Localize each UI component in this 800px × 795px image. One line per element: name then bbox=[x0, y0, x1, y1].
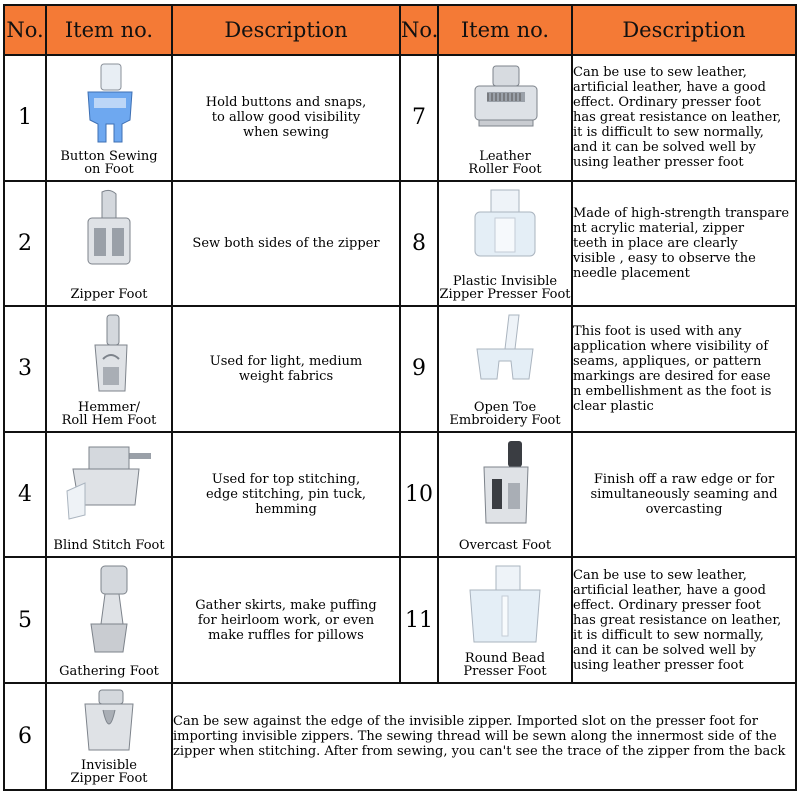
item-name: Blind Stitch Foot bbox=[53, 538, 165, 554]
item-number: 8 bbox=[400, 181, 438, 307]
presser-foot-table bbox=[3, 4, 797, 791]
item-name: Plastic Invisible Zipper Presser Foot bbox=[439, 274, 571, 303]
table-row bbox=[4, 181, 796, 307]
table-row bbox=[4, 432, 796, 558]
item-cell bbox=[46, 557, 172, 683]
item-description: Gather skirts, make puffing for heirloom work, or even make ruffles for pillows bbox=[172, 557, 400, 683]
item-description: Hold buttons and snaps, to allow good visibility when sewing bbox=[172, 55, 400, 181]
round-bead-foot-icon bbox=[460, 564, 550, 652]
hemmer-foot-icon bbox=[79, 313, 139, 399]
item-number: 5 bbox=[4, 557, 46, 683]
item-number: 2 bbox=[4, 181, 46, 307]
item-cell bbox=[46, 306, 172, 432]
item-description: Finish off a raw edge or for simultaneously seaming and overcasting bbox=[572, 432, 796, 558]
header-no-right: No. bbox=[400, 5, 438, 55]
item-name: Round Bead Presser Foot bbox=[463, 650, 547, 679]
blind-stitch-foot-icon bbox=[59, 439, 159, 527]
item-number: 4 bbox=[4, 432, 46, 558]
header-description-right: Description bbox=[572, 5, 796, 55]
item-description: Made of high-strength transpare nt acrylic material, zipper teeth in place are clearly visible , easy to observe the needle placement bbox=[572, 181, 796, 307]
item-description: Used for light, medium weight fabrics bbox=[172, 306, 400, 432]
item-name: Leather Roller Foot bbox=[468, 148, 542, 177]
button-sewing-foot-icon bbox=[74, 62, 144, 150]
plastic-invisible-zipper-foot-icon bbox=[465, 188, 545, 272]
open-toe-foot-icon bbox=[465, 313, 545, 399]
item-number: 7 bbox=[400, 55, 438, 181]
item-cell bbox=[438, 181, 572, 307]
header-no-left: No. bbox=[4, 5, 46, 55]
item-cell bbox=[438, 306, 572, 432]
table-row bbox=[4, 306, 796, 432]
overcast-foot-icon bbox=[470, 439, 540, 531]
header-row bbox=[4, 5, 796, 55]
item-number: 11 bbox=[400, 557, 438, 683]
item-cell bbox=[438, 557, 572, 683]
item-description: Can be sew against the edge of the invisible zipper. Imported slot on the presser foot for importing invisible zippers. The sewing thread will be sewn along the innermost side of the zipper when stitching. After from sewing, you can't see the trace of the zipper from the back bbox=[172, 683, 796, 790]
item-number: 3 bbox=[4, 306, 46, 432]
item-name: Open Toe Embroidery Foot bbox=[449, 399, 561, 428]
header-item-right: Item no. bbox=[438, 5, 572, 55]
item-description: Sew both sides of the zipper bbox=[172, 181, 400, 307]
zipper-foot-icon bbox=[74, 188, 144, 278]
item-number: 9 bbox=[400, 306, 438, 432]
item-cell bbox=[46, 181, 172, 307]
item-number: 6 bbox=[4, 683, 46, 790]
item-name: Gathering Foot bbox=[59, 663, 159, 679]
item-name: Invisible Zipper Foot bbox=[70, 758, 148, 786]
item-description: This foot is used with any application where visibility of seams, appliques, or pattern markings are desired for ease n embellishment as the foot is clear plastic bbox=[572, 306, 796, 432]
item-cell bbox=[438, 432, 572, 558]
item-cell bbox=[46, 55, 172, 181]
header-description-left: Description bbox=[172, 5, 400, 55]
item-cell bbox=[46, 683, 172, 790]
item-number: 1 bbox=[4, 55, 46, 181]
item-cell bbox=[46, 432, 172, 558]
leather-roller-foot-icon bbox=[465, 62, 545, 146]
item-name: Hemmer/ Roll Hem Foot bbox=[61, 399, 157, 428]
item-number: 10 bbox=[400, 432, 438, 558]
header-item-left: Item no. bbox=[46, 5, 172, 55]
table-row bbox=[4, 683, 796, 790]
item-description: Can be use to sew leather, artificial leather, have a good effect. Ordinary presser foot has great resistance on leather, it is difficult to sew normally, and it can be solved well by using leather presser foot bbox=[572, 55, 796, 181]
item-name: Overcast Foot bbox=[458, 538, 552, 554]
item-description: Can be use to sew leather, artificial leather, have a good effect. Ordinary presser foot has great resistance on leather, it is difficult to sew normally, and it can be solved well by using leather presser foot bbox=[572, 557, 796, 683]
item-name: Button Sewing on Foot bbox=[60, 148, 158, 177]
table-row bbox=[4, 55, 796, 181]
table-row bbox=[4, 557, 796, 683]
item-description: Used for top stitching, edge stitching, pin tuck, hemming bbox=[172, 432, 400, 558]
gathering-foot-icon bbox=[79, 564, 139, 660]
item-name: Zipper Foot bbox=[70, 287, 148, 303]
invisible-zipper-foot-icon bbox=[77, 688, 141, 758]
item-cell bbox=[438, 55, 572, 181]
